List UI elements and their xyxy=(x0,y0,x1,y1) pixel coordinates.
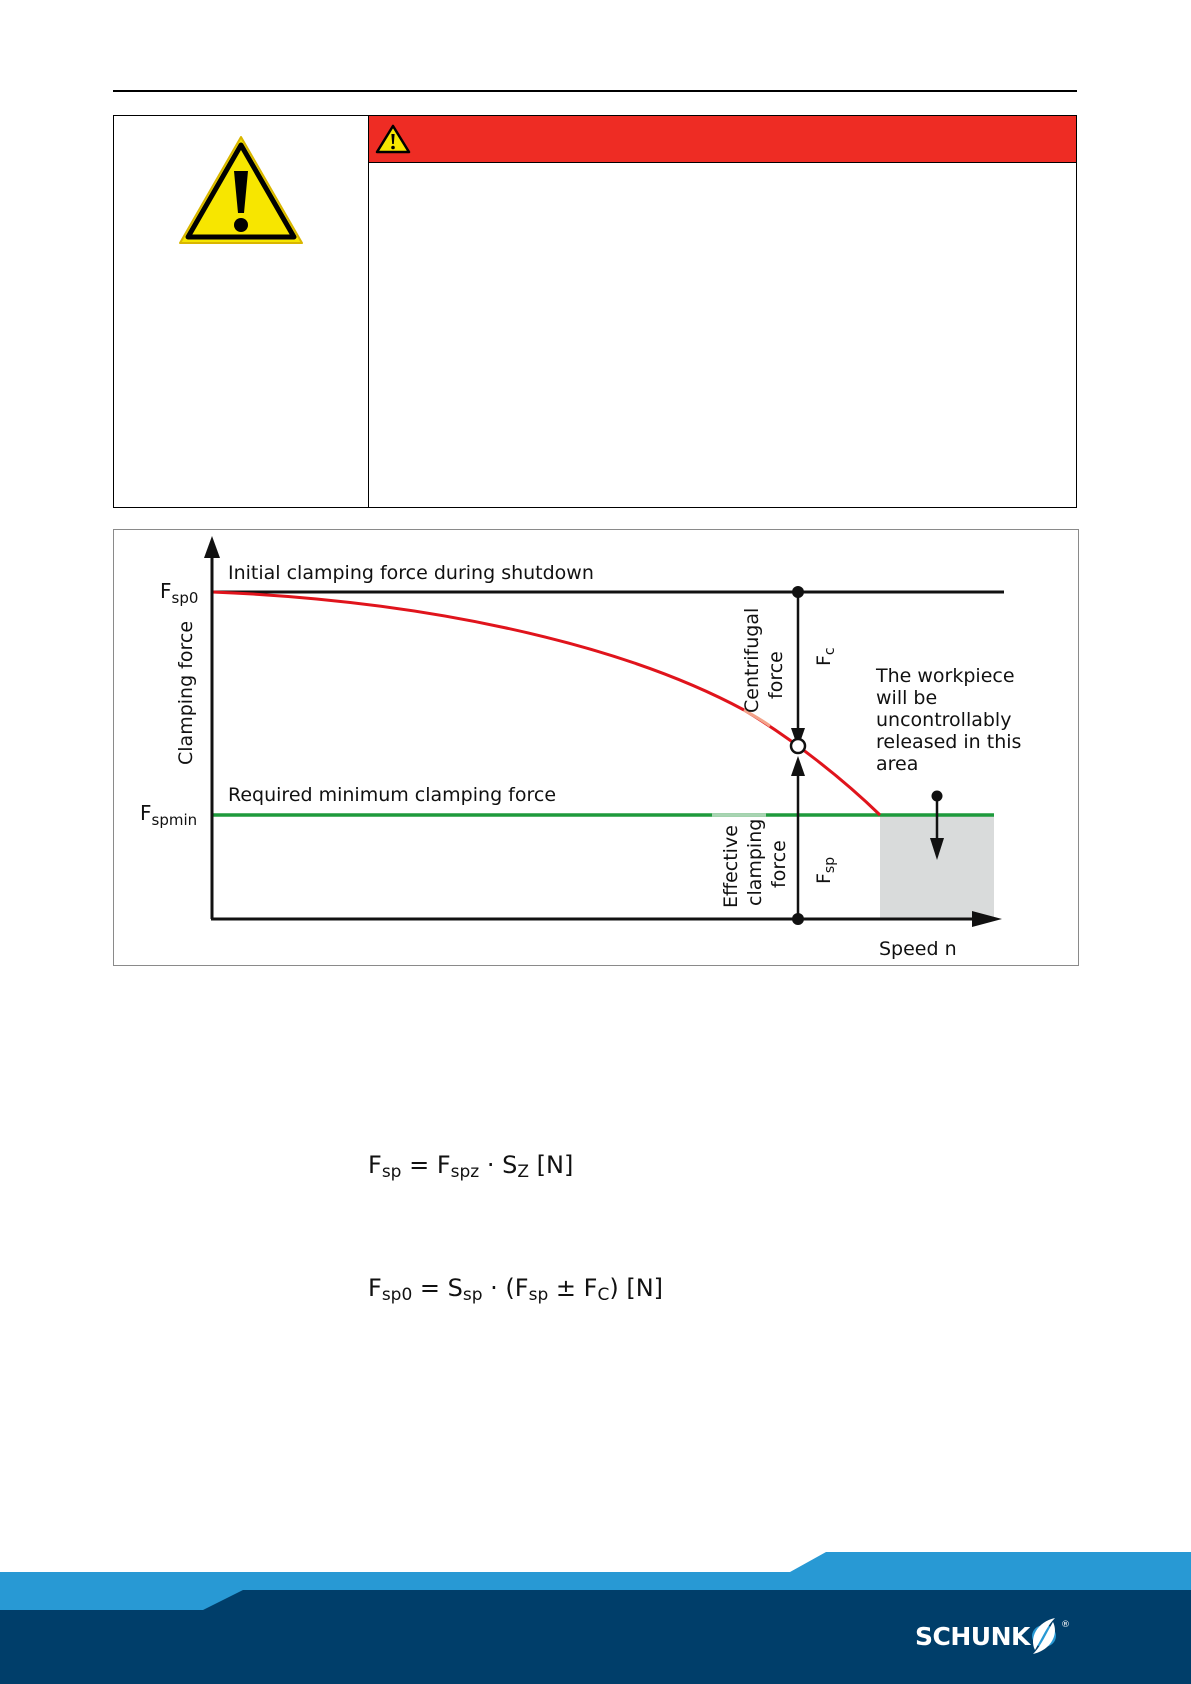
svg-text:Effective: Effective xyxy=(720,825,742,908)
effective-force-curve xyxy=(212,592,880,815)
release-annotation xyxy=(875,665,1021,775)
warning-icon-cell xyxy=(114,116,369,507)
svg-text:force: force xyxy=(765,651,787,699)
required-min-label: Required minimum clamping force xyxy=(228,784,557,806)
warning-box xyxy=(113,115,1077,508)
logo-wordmark: SCHUNK xyxy=(915,1622,1030,1651)
svg-text:force: force xyxy=(768,840,790,888)
formula-clamping-force: $F_{sp} = F_{spz} \cdot S_Z$ [N] xyxy=(368,1151,574,1182)
initial-force-label: Initial clamping force during shutdown xyxy=(228,562,594,584)
warning-triangle-icon xyxy=(176,133,306,249)
svg-text:Fc: $F_c$ xyxy=(813,647,838,666)
logo-swirl-icon xyxy=(1027,1614,1061,1658)
warning-body xyxy=(369,163,1076,507)
chart-svg xyxy=(114,530,1079,966)
svg-text:The workpiece: The workpiece xyxy=(876,665,1015,687)
effective-force-label xyxy=(720,819,790,908)
clamping-force-chart xyxy=(113,529,1079,966)
y-axis-label: Clamping force xyxy=(175,620,197,765)
svg-text:Centrifugal: Centrifugal xyxy=(741,607,763,713)
centrifugal-force-label xyxy=(741,608,787,713)
x-axis-label: Speed n xyxy=(879,938,957,960)
y-tick-fsp0: $F_{sp0}$ xyxy=(160,579,199,607)
formula-initial-clamping-force: $F_{sp0} = S_{sp} \cdot (F_{sp} \pm F_C)$ [N] xyxy=(368,1274,664,1305)
logo-registered-mark: ® xyxy=(1061,1620,1070,1630)
warning-small-icon xyxy=(375,124,411,154)
top-rule xyxy=(113,90,1077,92)
fc-label xyxy=(813,647,838,666)
svg-text:will be: will be xyxy=(876,687,938,709)
svg-text:uncontrollably: uncontrollably xyxy=(876,709,1012,731)
y-tick-fspmin: $F_{spmin}$ xyxy=(140,801,198,829)
fsp-bottom-dot xyxy=(792,913,804,925)
fsp-arrow-head xyxy=(791,756,805,776)
svg-text:area: area xyxy=(876,753,919,775)
svg-text:Fsp: $F_{sp}$ xyxy=(813,856,838,884)
svg-text:released in this: released in this xyxy=(876,731,1022,753)
schunk-logo xyxy=(915,1612,1075,1662)
fsp-label xyxy=(813,857,838,884)
fc-top-dot xyxy=(792,586,804,598)
svg-text:clamping: clamping xyxy=(744,818,766,906)
warning-header xyxy=(369,116,1076,163)
operating-point xyxy=(791,739,805,753)
y-axis-arrow xyxy=(204,536,220,558)
